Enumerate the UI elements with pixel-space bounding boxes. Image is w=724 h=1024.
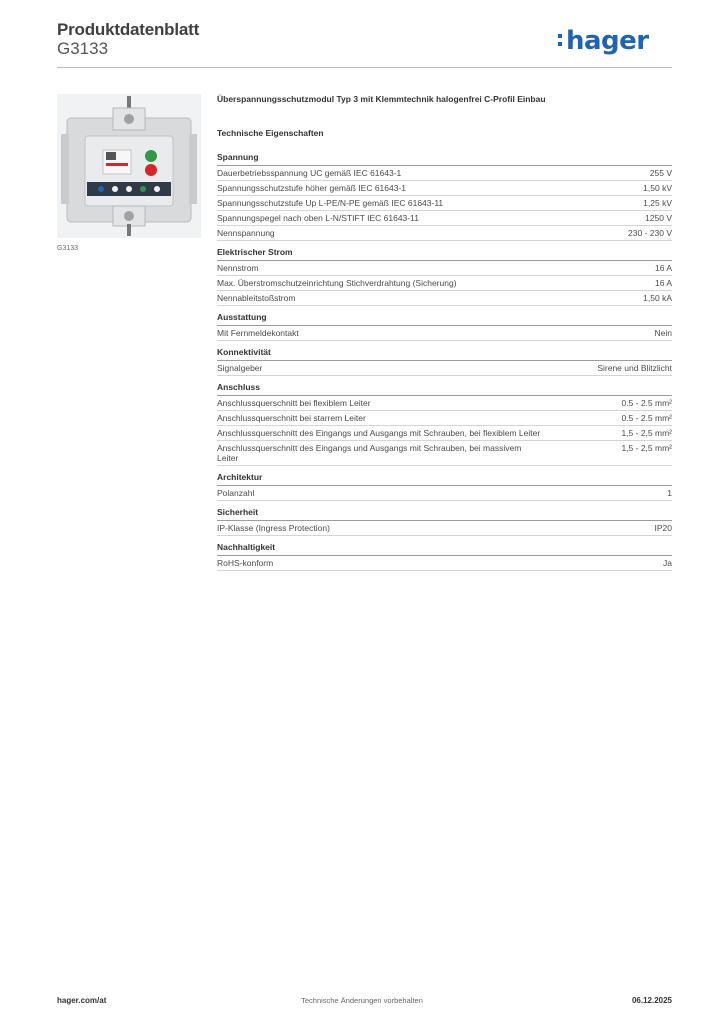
table-row: [217, 396, 672, 411]
row-label: Anschlussquerschnitt bei flexiblem Leiter: [217, 398, 371, 408]
row-value: 1,50 kV: [643, 183, 672, 193]
row-value: 1,5 - 2,5 mm²: [621, 443, 672, 453]
row-label: Spannungspegel nach oben L-N/STIFT IEC 61643-11: [217, 213, 419, 223]
row-label: Spannungsschutzstufe Up L-PE/N-PE gemäß IEC 61643-11: [217, 198, 444, 208]
section-title: Sicherheit: [217, 507, 672, 521]
section-title: Ausstattung: [217, 312, 672, 326]
table-row: [217, 326, 672, 341]
section-sicherheit: [217, 507, 672, 536]
section-title: Konnektivität: [217, 347, 672, 361]
section-spannung: [217, 152, 672, 241]
row-value: Ja: [663, 558, 672, 568]
table-row: [217, 181, 672, 196]
table-row: [217, 521, 672, 536]
section-title: Elektrischer Strom: [217, 247, 672, 261]
row-value: 1,25 kV: [643, 198, 672, 208]
section-anschluss: [217, 382, 672, 466]
logo-dots-icon: [558, 31, 563, 48]
row-label: Anschlussquerschnitt des Eingangs und Ausgangs mit Schrauben, bei massivem Leiter: [217, 443, 522, 463]
table-row: [217, 276, 672, 291]
technical-properties-heading: Technische Eigenschaften: [217, 128, 324, 138]
row-label: Nennspannung: [217, 228, 275, 238]
row-label: Signalgeber: [217, 363, 263, 373]
table-row: [217, 291, 672, 306]
row-value: Nein: [654, 328, 672, 338]
logo-text: hager: [566, 26, 649, 56]
row-value: Sirene und Blitzlicht: [597, 363, 672, 373]
row-value: 0.5 - 2.5 mm²: [621, 413, 672, 423]
table-row: [217, 556, 672, 571]
row-value: 1,5 - 2,5 mm²: [621, 428, 672, 438]
table-row: [217, 441, 672, 466]
row-value: 0.5 - 2.5 mm²: [621, 398, 672, 408]
table-row: [217, 426, 672, 441]
section-title: Nachhaltigkeit: [217, 542, 672, 556]
section-nachhaltigkeit: [217, 542, 672, 571]
table-row: [217, 196, 672, 211]
row-label: Polanzahl: [217, 488, 255, 498]
header-divider: [57, 67, 672, 68]
footer-disclaimer: Technische Änderungen vorbehalten: [301, 996, 423, 1005]
row-value: 1,50 kA: [643, 293, 672, 303]
row-label: Dauerbetriebsspannung UC gemäß IEC 61643-1: [217, 168, 402, 178]
row-value: 16 A: [654, 278, 672, 288]
row-label: IP-Klasse (Ingress Protection): [217, 523, 330, 533]
section-title: Spannung: [217, 152, 672, 166]
row-label: Anschlussquerschnitt bei starrem Leiter: [217, 413, 366, 423]
row-label: Mit Fernmeldekontakt: [217, 328, 299, 338]
section-architektur: [217, 472, 672, 501]
row-value: IP20: [654, 523, 672, 533]
table-row: [217, 211, 672, 226]
row-label: Spannungsschutzstufe höher gemäß IEC 61643-1: [217, 183, 407, 193]
table-row: [217, 411, 672, 426]
row-value: 16 A: [654, 263, 672, 273]
product-code: G3133: [57, 39, 109, 58]
row-label: RoHS-konform: [217, 558, 274, 568]
footer-date: 06.12.2025: [631, 996, 672, 1005]
surge-protection-module-icon: [57, 94, 201, 238]
row-label: Nennstrom: [217, 263, 259, 273]
product-image: [57, 94, 201, 238]
row-value: 255 V: [649, 168, 672, 178]
section-konnektivitaet: [217, 347, 672, 376]
table-row: [217, 361, 672, 376]
hager-logo: [566, 26, 649, 56]
spec-content: [217, 94, 672, 577]
section-elektrischer-strom: [217, 247, 672, 306]
product-description: Überspannungsschutzmodul Typ 3 mit Klemmtechnik halogenfrei C-Profil Einbau: [217, 94, 546, 104]
table-row: [217, 261, 672, 276]
table-row: [217, 226, 672, 241]
section-title: Architektur: [217, 472, 672, 486]
page-title: Produktdatenblatt: [57, 20, 200, 39]
row-value: 1250 V: [645, 213, 672, 223]
row-label: Max. Überstromschutzeinrichtung Stichverdrahtung (Sicherung): [217, 278, 457, 288]
section-title: Anschluss: [217, 382, 672, 396]
section-ausstattung: [217, 312, 672, 341]
row-label: Nennableitstoßstrom: [217, 293, 296, 303]
table-row: [217, 166, 672, 181]
footer-website-link[interactable]: hager.com/at: [57, 996, 107, 1005]
image-caption: G3133: [57, 245, 79, 252]
row-value: 230 - 230 V: [628, 228, 672, 238]
row-value: 1: [667, 488, 672, 498]
table-row: [217, 486, 672, 501]
row-label: Anschlussquerschnitt des Eingangs und Ausgangs mit Schrauben, bei flexiblem Leiter: [217, 428, 541, 438]
